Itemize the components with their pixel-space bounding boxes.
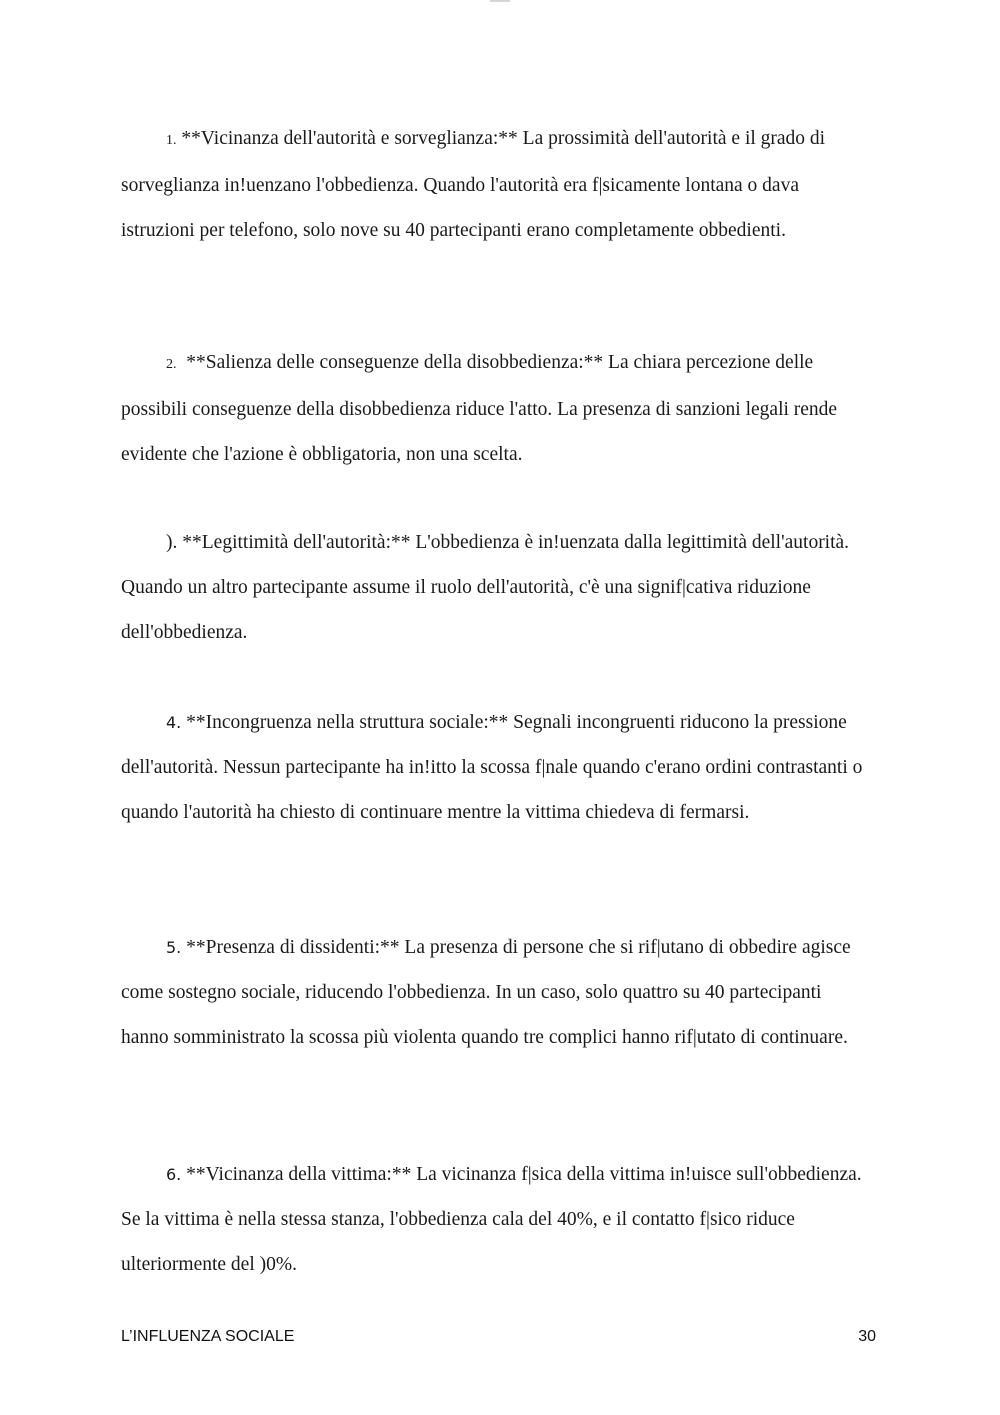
item-number: 2. [166,357,177,372]
item-text: **Salienza delle conseguenze della disobbedienza:** La chiara percezione delle possibili conseguenze della disobbedienza riduce l'atto. La presenza di sanzioni legali rende evidente che l'azione è obbligatoria, non una scelta. [121,352,838,465]
page-number: 30 [858,1328,876,1345]
list-item [121,1152,873,1287]
item-text: **Presenza di dissidenti:** La presenza di persone che si rif|utano di obbedire agisce come sostegno sociale, riducendo l'obbedienza. In un caso, solo quattro su 40 partecipanti hanno somministrato la scossa più violenta quando tre complici hanno rif|utato di continuare. [121,937,851,1048]
item-text: **Incongruenza nella struttura sociale:** Segnali incongruenti riducono la pressione dell'autorità. Nessun partecipante ha in!itto la scossa f|nale quando c'erano ordini contrastanti o quando l'autorità ha chiesto di continuare mentre la vittima chiedeva di fermarsi. [121,712,863,823]
list-item [121,925,873,1060]
item-text: **Vicinanza dell'autorità e sorveglianza:** La prossimità dell'autorità e il grado di sorveglianza in!uenzano l'obbedienza. Quando l'autorità era f|sicamente lontana o dava istruzioni per telefono, solo nove su 40 partecipanti erano completamente obbedienti. [121,128,826,241]
list-item [121,520,873,655]
item-number: 6. [166,1165,182,1184]
item-text: **Legittimità dell'autorità:** L'obbedienza è in!uenzata dalla legittimità dell'autorità. Quando un altro partecipante assume il ruolo dell'autorità, c'è una signif|cativa riduzione dell'obbedienza. [121,532,850,643]
list-item [121,340,873,477]
footer-title: L’INFLUENZA SOCIALE [121,1328,295,1345]
item-number: ). [166,532,178,553]
item-text: **Vicinanza della vittima:** La vicinanza f|sica della vittima in!uisce sull'obbedienza. Se la vittima è nella stessa stanza, l'obbedienza cala del 40%, e il contatto f|sico riduce ulteriormente del )0%. [121,1164,862,1275]
item-number: 1. [166,133,177,148]
header-mark [490,0,510,2]
list-item [121,116,873,253]
page-footer [121,1328,876,1352]
item-number: 4. [166,713,182,732]
list-item [121,700,873,835]
item-number: 5. [166,938,182,957]
